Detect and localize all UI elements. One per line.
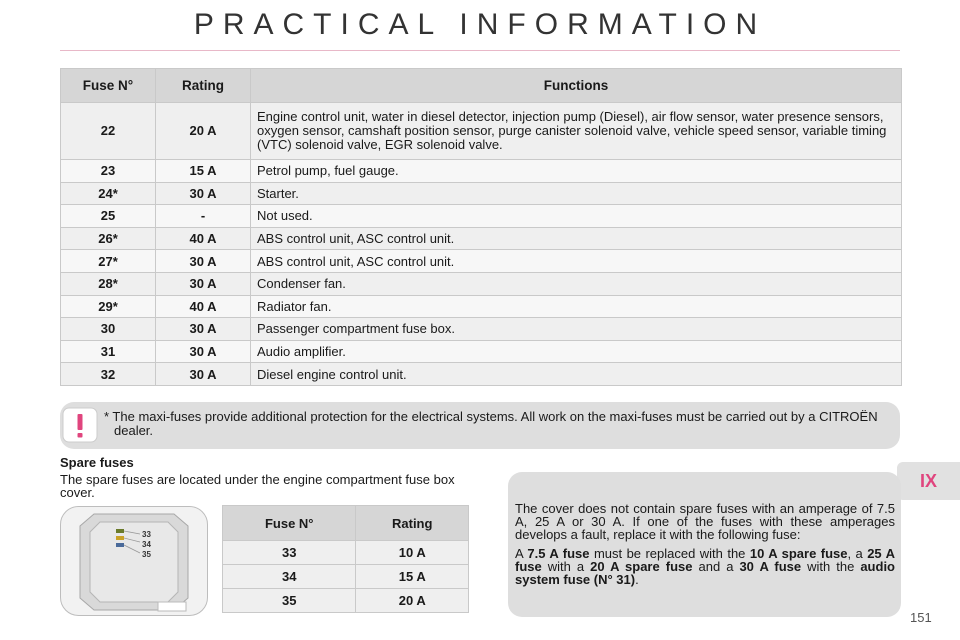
- table-row: [61, 205, 902, 228]
- fuse-rating: 15 A: [156, 160, 251, 183]
- spare-fuses-heading: Spare fuses: [60, 455, 134, 470]
- photo-label-35: 35: [142, 550, 151, 559]
- exclamation-icon: [62, 407, 98, 443]
- fuse-rating: -: [156, 205, 251, 228]
- fuse-rating: 15 A: [356, 565, 469, 589]
- fuse-function: ABS control unit, ASC control unit.: [251, 227, 902, 250]
- table-row: [61, 295, 902, 318]
- photo-label-33: 33: [142, 530, 151, 539]
- text-run: .: [635, 572, 639, 587]
- text-run-bold: audio system fuse (N° 31): [515, 559, 895, 587]
- fuse-function: ABS control unit, ASC control unit.: [251, 250, 902, 273]
- fuse-rating: 30 A: [156, 363, 251, 386]
- page-title: PRACTICAL INFORMATION: [193, 8, 767, 41]
- fuse-rating: 10 A: [356, 541, 469, 565]
- table-row: [61, 272, 902, 295]
- column-header-functions: Functions: [251, 69, 902, 103]
- fuse-table: [60, 68, 902, 386]
- table-row: [61, 363, 902, 386]
- page-number: 151: [910, 610, 932, 625]
- fuse-rating: 30 A: [156, 250, 251, 273]
- section-tab[interactable]: IX: [897, 462, 960, 500]
- spare-fuse-table: [222, 505, 469, 613]
- text-run: must be replaced with the: [589, 546, 750, 561]
- fuse-function: Starter.: [251, 182, 902, 205]
- column-header-rating: Rating: [356, 506, 469, 541]
- table-row: [61, 103, 902, 160]
- fuse-number: 34: [223, 565, 356, 589]
- text-run-bold: 20 A spare fuse: [590, 559, 693, 574]
- table-row: [223, 541, 469, 565]
- table-row: [61, 182, 902, 205]
- spare-fuses-text: The spare fuses are located under the engine compartment fuse box cover.: [60, 472, 455, 500]
- fuse-number: 28*: [61, 272, 156, 295]
- fuse-function: Passenger compartment fuse box.: [251, 318, 902, 341]
- text-run: A: [515, 546, 528, 561]
- fuse-rating: 20 A: [356, 589, 469, 613]
- fuse-function: Engine control unit, water in diesel detector, injection pump (Diesel), air flow sensor, water presence sensors, oxygen sensor, camshaft position sensor, purge canister solenoid valve, vehicle speed sensor, variable timing (VTC) solenoid valve, EGR solenoid valve.: [251, 103, 902, 160]
- table-row: [223, 565, 469, 589]
- fuse-number: 29*: [61, 295, 156, 318]
- text-run: with a: [541, 559, 591, 574]
- fuse-rating: 30 A: [156, 182, 251, 205]
- fuse-function: Diesel engine control unit.: [251, 363, 902, 386]
- table-row: [223, 589, 469, 613]
- table-row: [61, 318, 902, 341]
- fuse-rating: 30 A: [156, 340, 251, 363]
- table-row: [61, 227, 902, 250]
- fuse-number: 23: [61, 160, 156, 183]
- fuse-function: Petrol pump, fuel gauge.: [251, 160, 902, 183]
- table-row: [61, 160, 902, 183]
- fuse-number: 33: [223, 541, 356, 565]
- column-header-rating: Rating: [156, 69, 251, 103]
- fuse-number: 32: [61, 363, 156, 386]
- fuse-number: 25: [61, 205, 156, 228]
- info-text: [515, 502, 895, 592]
- fuse-rating: 40 A: [156, 295, 251, 318]
- text-run: , a: [847, 546, 868, 561]
- info-paragraph: The cover does not contain spare fuses with an amperage of 7.5 A, 25 A or 30 A. If one of the fuses with these amperages develops a fault, replace it with the following fuse:: [515, 501, 895, 542]
- info-replacement-paragraph: [515, 547, 895, 586]
- column-header-fuse: Fuse N°: [61, 69, 156, 103]
- text-run-bold: 25 A fuse: [515, 546, 896, 574]
- warning-text: * The maxi-fuses provide additional protection for the electrical systems. All work on the maxi-fuses must be carried out by a CITROËN dealer.: [104, 409, 878, 438]
- fuse-rating: 30 A: [156, 318, 251, 341]
- fuse-box-photo: [60, 506, 208, 616]
- title-divider: [60, 50, 900, 51]
- fuse-number: 27*: [61, 250, 156, 273]
- photo-label-34: 34: [142, 540, 151, 549]
- text-run-bold: 30 A fuse: [739, 559, 802, 574]
- fuse-function: Not used.: [251, 205, 902, 228]
- fuse-rating: 40 A: [156, 227, 251, 250]
- fuse-number: 31: [61, 340, 156, 363]
- fuse-function: Audio amplifier.: [251, 340, 902, 363]
- fuse-rating: 30 A: [156, 272, 251, 295]
- fuse-function: Radiator fan.: [251, 295, 902, 318]
- fuse-number: 22: [61, 103, 156, 160]
- fuse-rating: 20 A: [156, 103, 251, 160]
- text-run: and a: [692, 559, 740, 574]
- text-run-bold: 10 A spare fuse: [749, 546, 848, 561]
- fuse-number: 35: [223, 589, 356, 613]
- table-row: [61, 250, 902, 273]
- fuse-number: 24*: [61, 182, 156, 205]
- table-row: [61, 340, 902, 363]
- column-header-fuse: Fuse N°: [223, 506, 356, 541]
- text-run: with the: [801, 559, 861, 574]
- text-run-bold: 7.5 A fuse: [527, 546, 590, 561]
- fuse-number: 30: [61, 318, 156, 341]
- fuse-function: Condenser fan.: [251, 272, 902, 295]
- fuse-number: 26*: [61, 227, 156, 250]
